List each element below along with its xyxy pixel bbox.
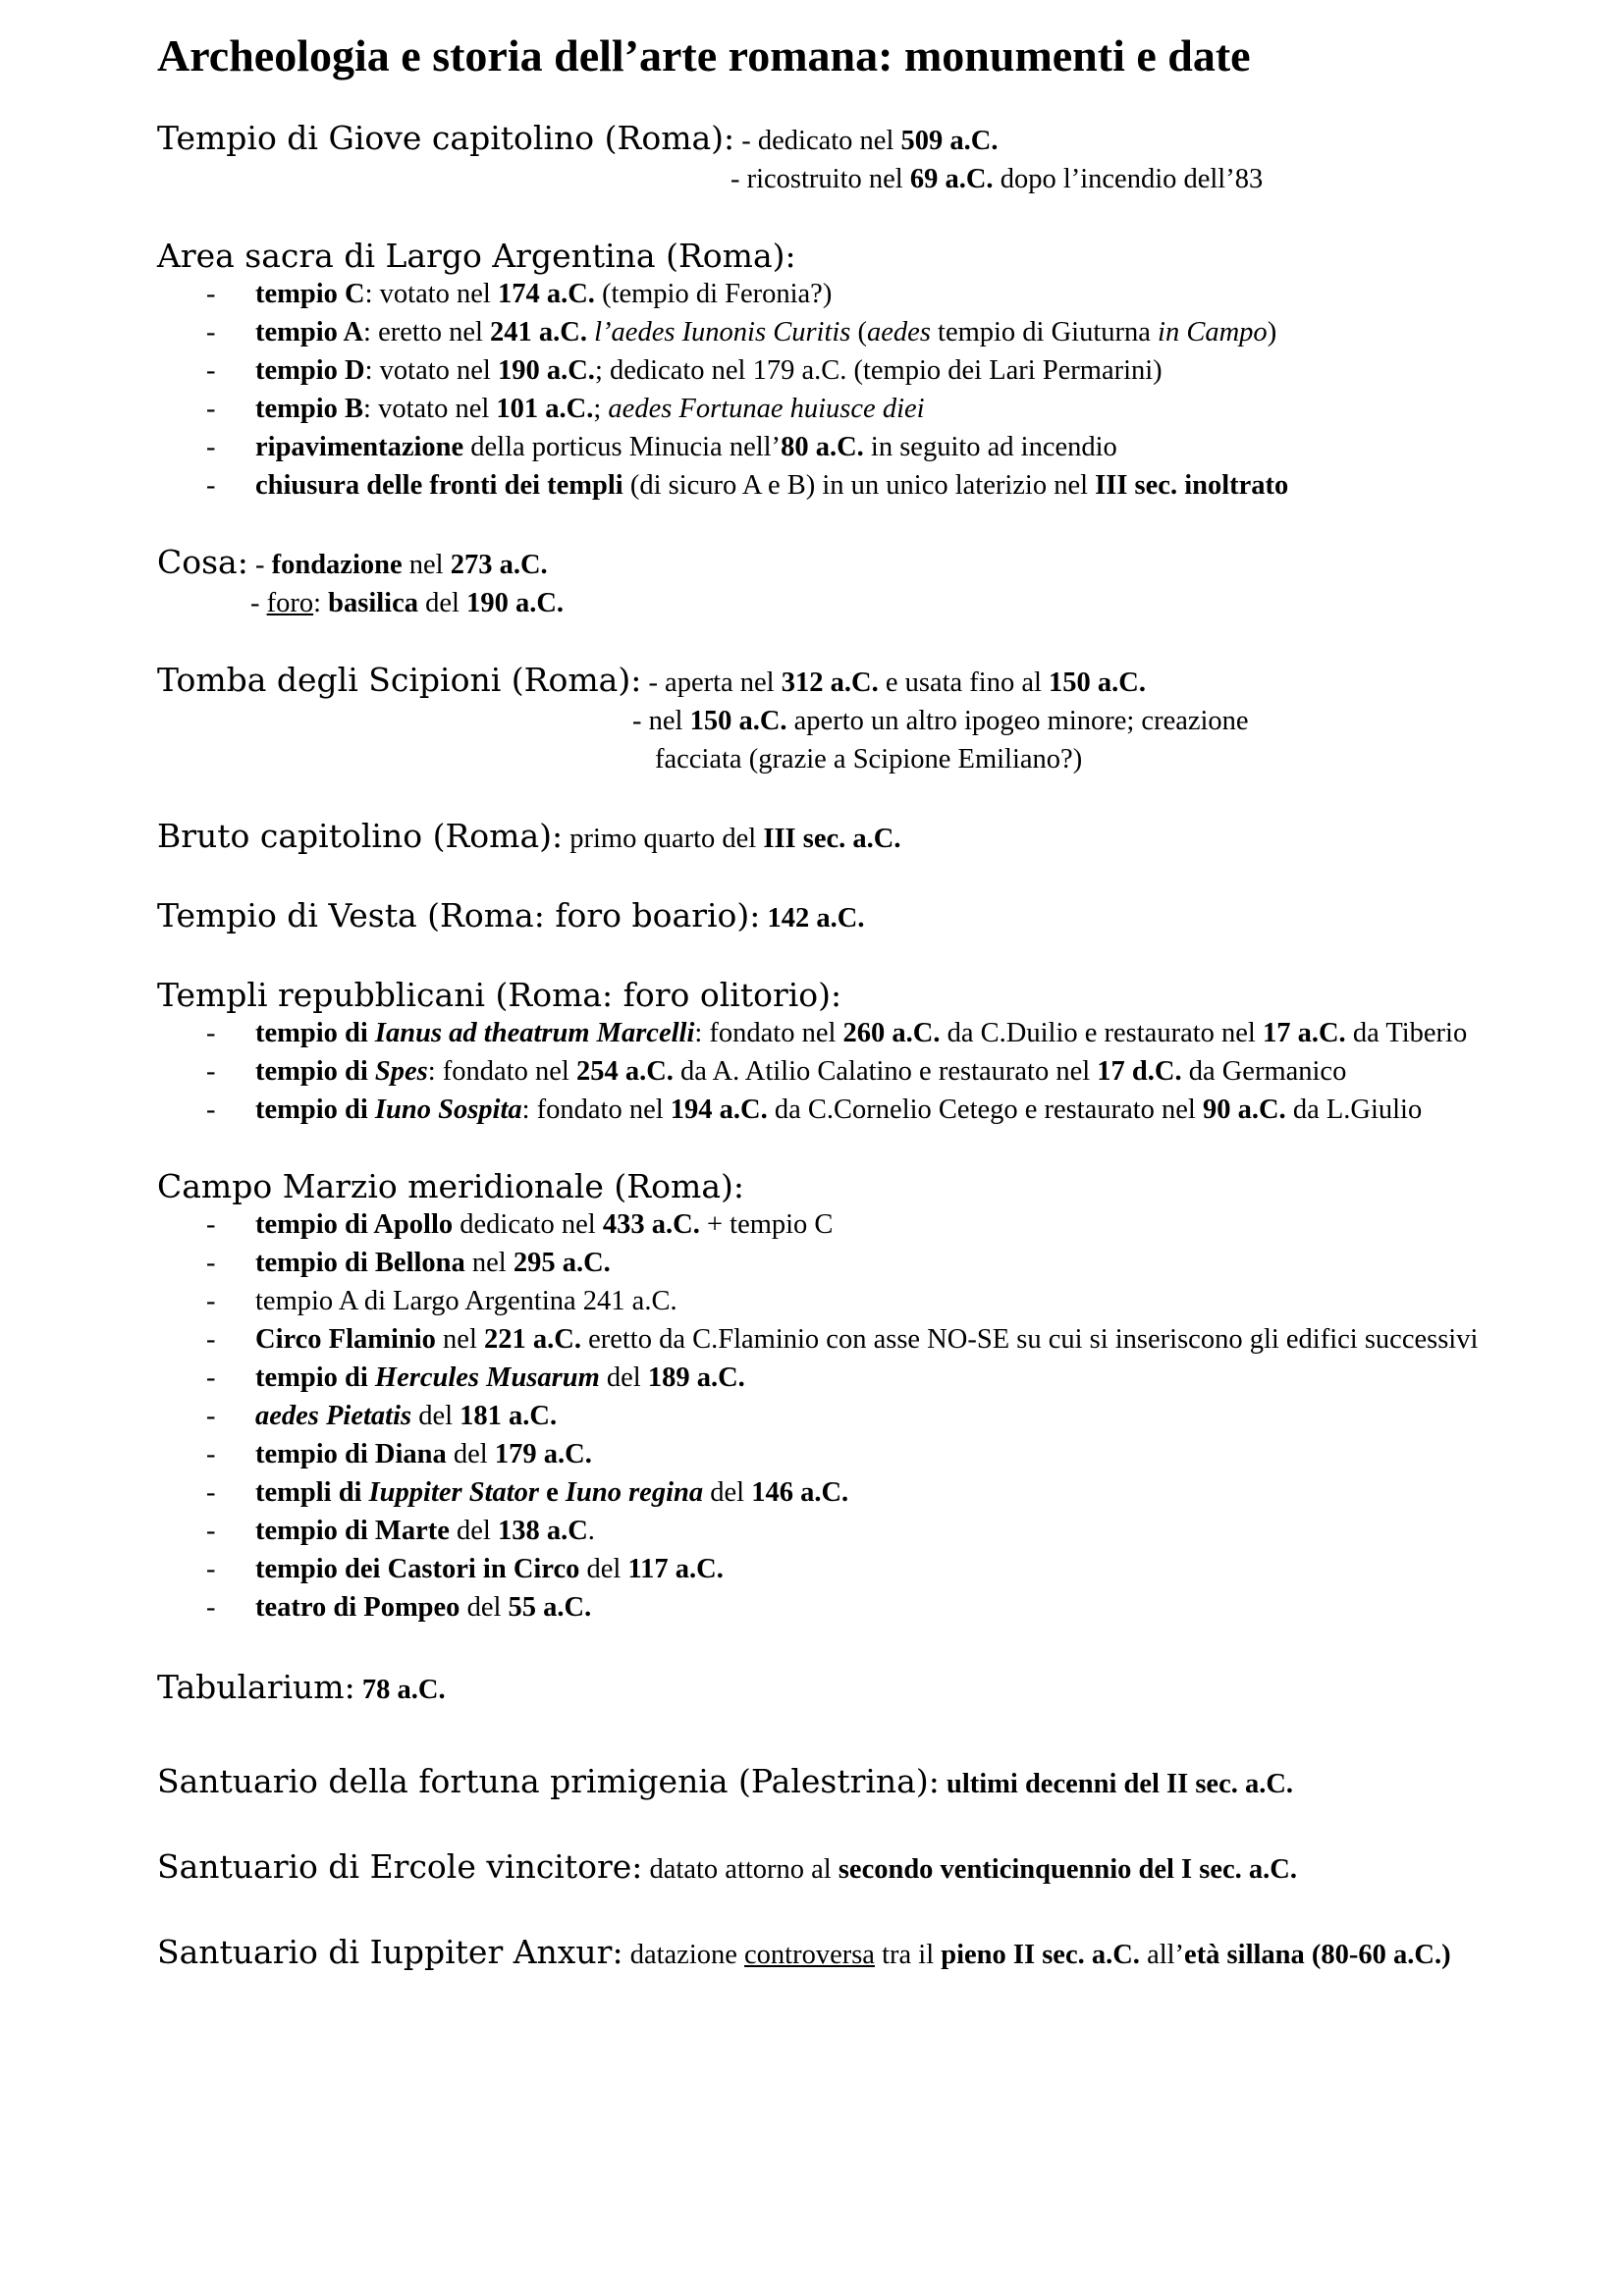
section-heading: Templi repubblicani (Roma: foro olitorio): bbox=[157, 976, 842, 1014]
list-item: - tempio di Marte del 138 a.C. bbox=[206, 1512, 1532, 1550]
list-item: - tempio di Ianus ad theatrum Marcelli: fondato nel 260 a.C. da C.Duilio e restaurato nel 17 a.C. da Tiberio bbox=[206, 1014, 1532, 1052]
cosa-line-1: Cosa: - fondazione nel 273 a.C. bbox=[157, 543, 548, 581]
giove-line-1: Tempio di Giove capitolino (Roma): - dedicato nel 509 a.C. bbox=[157, 119, 999, 157]
list-item: - tempio di Spes: fondato nel 254 a.C. da A. Atilio Calatino e restaurato nel 17 d.C. da Germanico bbox=[206, 1052, 1532, 1091]
section-giove bbox=[157, 119, 1532, 198]
list-item: - ripavimentazione della porticus Minucia nell’80 a.C. in seguito ad incendio bbox=[206, 428, 1532, 466]
list-item: - tempio C: votato nel 174 a.C. (tempio di Feronia?) bbox=[206, 275, 1532, 313]
list-item: - tempio dei Castori in Circo del 117 a.C. bbox=[206, 1550, 1532, 1588]
list-item: - tempio A: eretto nel 241 a.C. l’aedes Iunonis Curitis (aedes tempio di Giuturna in Campo) bbox=[206, 313, 1532, 351]
scipioni-line-2: - nel 150 a.C. aperto un altro ipogeo minore; creazione bbox=[632, 706, 1249, 736]
list-item: - tempio B: votato nel 101 a.C.; aedes Fortunae huiusce diei bbox=[206, 390, 1532, 428]
list-item: - tempio D: votato nel 190 a.C.; dedicato nel 179 a.C. (tempio dei Lari Permarini) bbox=[206, 351, 1532, 390]
section-heading: Santuario di Iuppiter Anxur: bbox=[157, 1933, 623, 1971]
list-item: - tempio di Diana del 179 a.C. bbox=[206, 1435, 1532, 1473]
list-item: - tempio di Hercules Musarum del 189 a.C. bbox=[206, 1359, 1532, 1397]
list-item: - tempio di Iuno Sospita: fondato nel 194 a.C. da C.Cornelio Cetego e restaurato nel 90 a.C. da L.Giulio bbox=[206, 1091, 1532, 1129]
document-page bbox=[157, 26, 1532, 1974]
section-foro-olitorio bbox=[157, 976, 1532, 1129]
page-title: Archeologia e storia dell’arte romana: monumenti e date bbox=[157, 30, 1251, 80]
section-tabularium: Tabularium: 78 a.C. bbox=[157, 1668, 446, 1706]
list-item: - templi di Iuppiter Stator e Iuno regina del 146 a.C. bbox=[206, 1473, 1532, 1512]
scipioni-line-3: facciata (grazie a Scipione Emiliano?) bbox=[655, 744, 1083, 774]
scipioni-line-1: Tomba degli Scipioni (Roma): - aperta nel 312 a.C. e usata fino al 150 a.C. bbox=[157, 661, 1146, 699]
list-item: - chiusura delle fronti dei templi (di sicuro A e B) in un unico laterizio nel III sec. inoltrato bbox=[206, 466, 1532, 505]
list-item: - teatro di Pompeo del 55 a.C. bbox=[206, 1588, 1532, 1627]
list-item: - aedes Pietatis del 181 a.C. bbox=[206, 1397, 1532, 1435]
section-bruto: Bruto capitolino (Roma): primo quarto del III sec. a.C. bbox=[157, 817, 901, 855]
section-anxur: Santuario di Iuppiter Anxur: datazione controversa tra il pieno II sec. a.C. all’età sillana (80-60 a.C.) bbox=[157, 1933, 1451, 1971]
list-item: - tempio A di Largo Argentina 241 a.C. bbox=[206, 1282, 1532, 1320]
section-heading: Santuario di Ercole vincitore: bbox=[157, 1847, 643, 1886]
section-heading: Tabularium: bbox=[157, 1668, 355, 1706]
olitorio-list bbox=[157, 1014, 1532, 1129]
section-campo-marzio bbox=[157, 1167, 1532, 1627]
marzio-list bbox=[157, 1205, 1532, 1627]
section-vesta: Tempio di Vesta (Roma: foro boario): 142 a.C. bbox=[157, 896, 865, 934]
section-heading: Campo Marzio meridionale (Roma): bbox=[157, 1167, 744, 1205]
section-palestrina: Santuario della fortuna primigenia (Palestrina): ultimi decenni del II sec. a.C. bbox=[157, 1762, 1294, 1800]
section-heading: Santuario della fortuna primigenia (Palestrina): bbox=[157, 1762, 940, 1800]
section-heading: Tomba degli Scipioni (Roma): bbox=[157, 661, 642, 699]
section-heading: Cosa: bbox=[157, 543, 248, 581]
section-cosa bbox=[157, 543, 1532, 622]
section-heading: Tempio di Vesta (Roma: foro boario): bbox=[157, 896, 761, 934]
argentina-list bbox=[157, 275, 1532, 505]
section-heading: Area sacra di Largo Argentina (Roma): bbox=[157, 237, 796, 275]
section-ercole: Santuario di Ercole vincitore: datato attorno al secondo venticinquennio del I sec. a.C. bbox=[157, 1847, 1297, 1886]
section-largo-argentina bbox=[157, 237, 1532, 505]
cosa-line-2: - foro: basilica del 190 a.C. bbox=[250, 588, 565, 618]
list-item: - Circo Flaminio nel 221 a.C. eretto da C.Flaminio con asse NO-SE su cui si inseriscono gli edifici successivi bbox=[206, 1320, 1532, 1359]
section-heading: Tempio di Giove capitolino (Roma): bbox=[157, 119, 735, 157]
list-item: - tempio di Apollo dedicato nel 433 a.C. + tempio C bbox=[206, 1205, 1532, 1244]
giove-line-2: - ricostruito nel 69 a.C. dopo l’incendio dell’83 bbox=[730, 164, 1264, 194]
section-heading: Bruto capitolino (Roma): bbox=[157, 817, 564, 855]
list-item: - tempio di Bellona nel 295 a.C. bbox=[206, 1244, 1532, 1282]
section-scipioni bbox=[157, 661, 1532, 778]
